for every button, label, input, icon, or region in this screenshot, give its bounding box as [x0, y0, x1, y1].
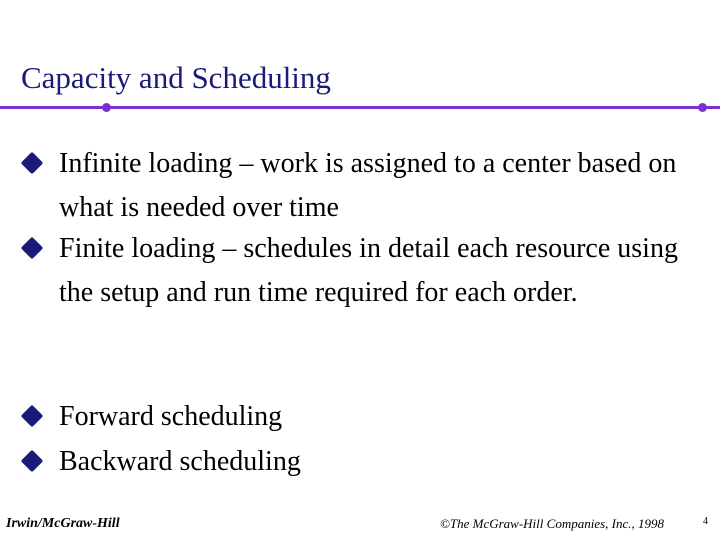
bullet-item [24, 142, 704, 230]
bullet-item [24, 227, 704, 315]
bullet-item [24, 440, 704, 484]
bullet-text: Backward scheduling [59, 446, 301, 477]
diamond-bullet-icon [21, 450, 44, 473]
divider-dot [698, 103, 707, 112]
bullet-text: Infinite loading – work is assigned to a center based on what is needed over time [59, 148, 677, 223]
diamond-bullet-icon [21, 237, 44, 260]
diamond-bullet-icon [21, 405, 44, 428]
diamond-bullet-icon [21, 152, 44, 175]
bullet-text: Finite loading – schedules in detail each resource using the setup and run time required for each order. [59, 233, 678, 308]
bullet-item [24, 395, 704, 439]
divider-dot [102, 103, 111, 112]
page-number: 4 [703, 516, 708, 527]
footer-copyright: ©The McGraw-Hill Companies, Inc., 1998 [440, 516, 664, 531]
footer-publisher: Irwin/McGraw-Hill [6, 516, 120, 531]
bullet-text: Forward scheduling [59, 401, 283, 432]
slide-title: Capacity and Scheduling [21, 60, 331, 95]
